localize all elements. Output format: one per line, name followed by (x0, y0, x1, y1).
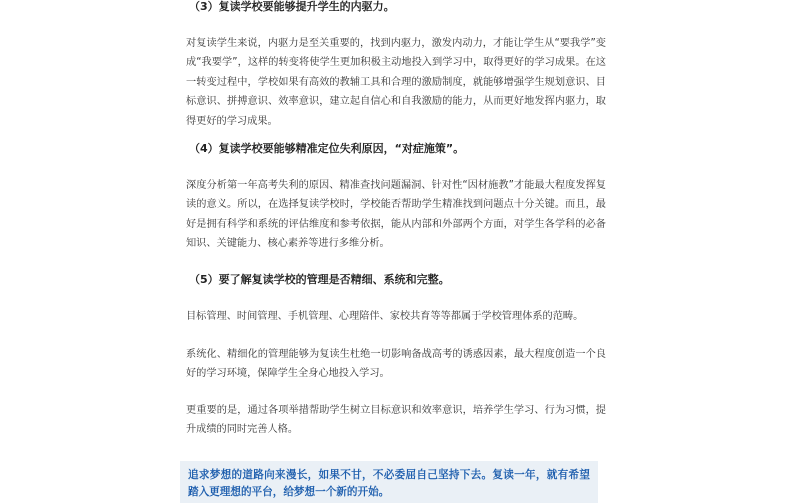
section-paragraph-4: 深度分析第一年高考失利的原因、精准查找问题漏洞、针对性“因材施教”才能最大程度发挥复读的意义。所以，在选择复读学校时，学校能否帮助学生精准找到问题点十分关键。而且，最好是拥有科学和系统的评估维度和参考依据，能从内部和外部两个方面，对学生各学科的必备知识、关键能力、核心素养等进行多维分析。 (186, 180, 606, 250)
callout-text: 追求梦想的道路向来漫长，如果不甘，不必委屈自己坚持下去。复读一年，就有希望踏入更理想的平台，给梦想一个新的开始。 (188, 469, 590, 498)
section-heading-4: （4）复读学校要能够精准定位失利原因，“对症施策”。 (189, 142, 465, 155)
highlight-callout (180, 461, 598, 503)
section-paragraph-5c: 更重要的是，通过各项举措帮助学生树立目标意识和效率意识，培养学生学习、行为习惯，提升成绩的同时完善人格。 (186, 405, 606, 436)
section-paragraph-5b: 系统化、精细化的管理能够为复读生杜绝一切影响备战高考的诱惑因素，最大程度创造一个良好的学习环境，保障学生全身心地投入学习。 (186, 349, 606, 380)
section-heading-5: （5）要了解复读学校的管理是否精细、系统和完整。 (189, 273, 450, 286)
section-paragraph-5a: 目标管理、时间管理、手机管理、心理陪伴、家校共育等等都属于学校管理体系的范畴。 (186, 311, 584, 322)
section-heading-3: （3）复读学校要能够提升学生的内驱力。 (189, 0, 395, 13)
section-paragraph-3: 对复读学生来说，内驱力是至关重要的，找到内驱力，激发内动力，才能让学生从“要我学”变成“我要学”，这样的转变将使学生更加积极主动地投入到学习中，取得更好的学习成果。在这一转变过程中，学校如果有高效的教辅工具和合理的激励制度，就能够增强学生规划意识、目标意识、拼搏意识、效率意识，建立起自信心和自我激励的能力，从而更好地发挥内驱力，取得更好的学习成果。 (186, 38, 606, 127)
